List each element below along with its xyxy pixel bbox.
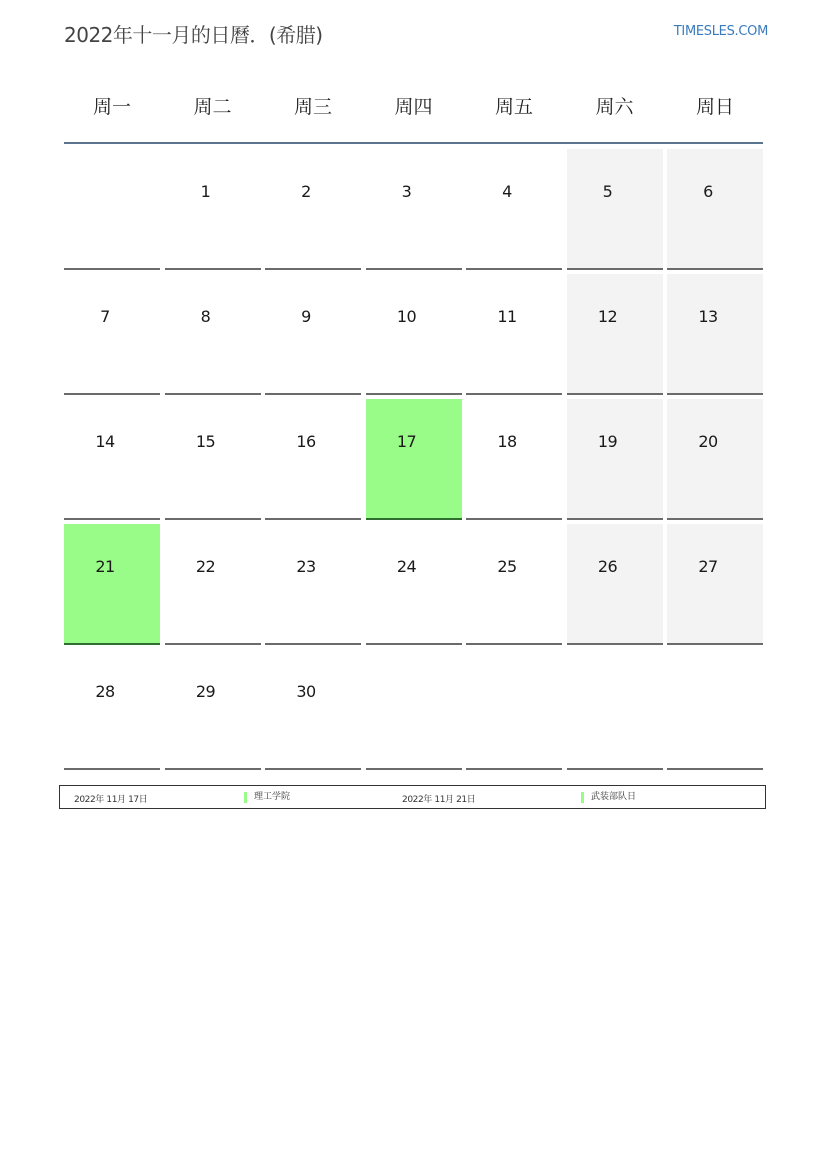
day-number: 28 [95,682,115,701]
weekday-fri: 周五 [494,96,533,118]
calendar-day[interactable] [64,274,160,395]
calendar-day[interactable] [165,399,261,520]
weekday-mon: 周一 [92,96,131,118]
calendar-day-holiday[interactable] [366,399,462,520]
legend-holiday-name: 武装部队日 [581,792,636,803]
day-number: 24 [396,557,417,576]
calendar-day[interactable] [366,524,462,645]
holiday-legend [59,785,766,809]
day-number: 22 [195,557,216,576]
calendar-day[interactable] [667,524,763,645]
calendar-day[interactable] [265,524,361,645]
weekday-thu: 周四 [394,96,433,118]
day-number: 29 [195,682,216,701]
calendar-day[interactable] [265,149,361,270]
weekday-wed: 周三 [293,96,332,118]
calendar-day[interactable] [567,399,663,520]
day-number: 21 [95,557,115,576]
day-number: 7 [100,307,110,326]
legend-date: 2022年 11月 21日 [402,795,476,805]
calendar-day[interactable] [165,524,261,645]
calendar-day[interactable] [466,399,562,520]
day-number: 2 [301,182,311,201]
calendar-day-empty [567,649,663,770]
calendar-day[interactable] [165,274,261,395]
day-number: 15 [195,432,216,451]
calendar-day[interactable] [366,274,462,395]
calendar-day[interactable] [567,524,663,645]
calendar-day[interactable] [165,149,261,270]
day-number: 11 [497,307,517,326]
day-number: 20 [698,432,718,451]
calendar-day-holiday[interactable] [64,524,160,645]
day-number: 25 [497,557,517,576]
weekday-tue: 周二 [193,96,232,118]
day-number: 13 [698,307,718,326]
calendar-day[interactable] [366,149,462,270]
calendar-day[interactable] [567,149,663,270]
day-number: 3 [401,182,412,201]
calendar-day[interactable] [64,649,160,770]
weekday-sat: 周六 [595,96,634,118]
day-number: 5 [602,182,613,201]
day-number: 14 [95,432,115,451]
calendar-day[interactable] [667,274,763,395]
calendar-day[interactable] [466,149,562,270]
calendar-day[interactable] [567,274,663,395]
calendar-day[interactable] [667,399,763,520]
day-number: 1 [200,182,211,201]
weekday-sun: 周日 [695,96,734,118]
calendar-day[interactable] [265,399,361,520]
calendar-day[interactable] [466,274,562,395]
day-number: 16 [296,432,316,451]
day-number: 30 [296,682,316,701]
page-title: 2022年十一月的日曆．(希腊) [64,23,323,47]
day-number: 9 [301,307,311,326]
day-number: 4 [502,182,512,201]
calendar-day-empty [667,649,763,770]
calendar-day[interactable] [64,399,160,520]
weekday-header-row [64,88,763,144]
calendar-day[interactable] [667,149,763,270]
day-number: 18 [497,432,517,451]
day-number: 17 [396,432,417,451]
day-number: 6 [703,182,713,201]
calendar-day[interactable] [265,649,361,770]
calendar-grid [64,149,764,770]
calendar-day[interactable] [265,274,361,395]
day-number: 26 [597,557,618,576]
legend-holiday-name: 理工学院 [244,792,290,803]
calendar-day-empty [64,149,160,270]
day-number: 10 [396,307,417,326]
day-number: 19 [597,432,618,451]
day-number: 27 [698,557,718,576]
site-brand-link[interactable]: TIMESLES.COM [673,24,768,39]
day-number: 12 [597,307,618,326]
calendar-day-empty [366,649,462,770]
calendar-day-empty [466,649,562,770]
calendar-day[interactable] [466,524,562,645]
calendar-day[interactable] [165,649,261,770]
legend-date: 2022年 11月 17日 [74,795,148,805]
day-number: 23 [296,557,316,576]
day-number: 8 [200,307,211,326]
